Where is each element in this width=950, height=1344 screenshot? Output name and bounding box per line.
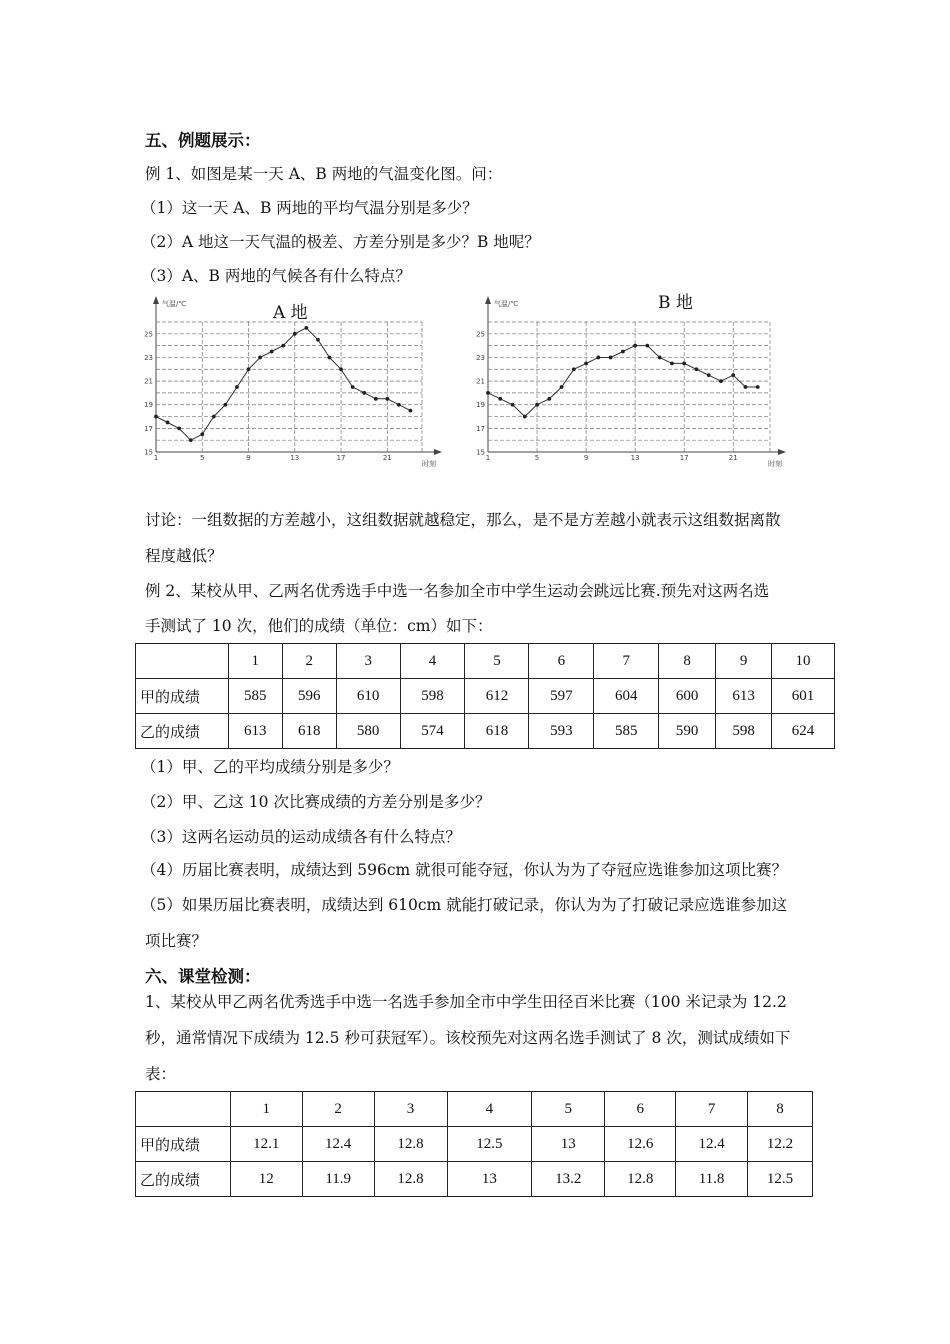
- data-point: [511, 403, 515, 407]
- table-cell: 618: [282, 714, 336, 749]
- table-cell: 12.1: [230, 1127, 302, 1162]
- check-question-1-line-2: 秒，通常情况下成绩为 12.5 秒可获冠军）。该校预先对这两名选手测试了 8 次，测试成绩如下: [145, 1029, 791, 1047]
- table-cell: 618: [465, 714, 529, 749]
- data-point: [247, 367, 251, 371]
- y-axis-arrow-icon: [485, 296, 491, 304]
- x-axis-label: 时刻: [768, 460, 782, 468]
- x-tick-label: 5: [534, 454, 540, 462]
- y-axis-arrow-icon: [153, 296, 159, 304]
- table-cell: 8: [659, 644, 716, 679]
- data-point: [486, 391, 490, 395]
- table-cell: 585: [228, 679, 282, 714]
- data-point: [270, 350, 274, 354]
- y-tick-label: 23: [476, 353, 485, 362]
- table-cell: 13: [532, 1127, 605, 1162]
- x-axis-arrow-icon: [778, 449, 786, 455]
- example2-question-4: （4）历届比赛表明，成绩达到 596cm 就很可能夺冠，你认为为了夺冠应选谁参加这项比赛？: [141, 861, 788, 879]
- table-cell: 11.8: [676, 1162, 748, 1197]
- table-cell: 3: [374, 1092, 447, 1127]
- table-cell: 5: [532, 1092, 605, 1127]
- table-cell: 9: [716, 644, 772, 679]
- data-point: [316, 338, 320, 342]
- y-tick-label: 25: [476, 330, 485, 339]
- table-cell: 1: [230, 1092, 302, 1127]
- data-point: [328, 356, 332, 360]
- y-tick-label: 17: [476, 424, 485, 433]
- data-point: [609, 356, 613, 360]
- table-cell: 600: [659, 679, 716, 714]
- y-tick-label: 21: [144, 377, 153, 386]
- example1-question-2: （2）A 地这一天气温的极差、方差分别是多少？B 地呢？: [141, 233, 540, 251]
- x-tick-label: 13: [290, 454, 300, 462]
- table-row: [136, 1127, 813, 1162]
- example1-intro: 例 1、如图是某一天 A、B 两地的气温变化图。问：: [145, 165, 503, 183]
- y-tick-label: 19: [144, 401, 153, 410]
- example2-question-3: （3）这两名运动员的运动成绩各有什么特点？: [141, 828, 461, 846]
- table-cell: 2: [282, 644, 336, 679]
- data-point: [166, 421, 170, 425]
- table-cell: 12: [230, 1162, 302, 1197]
- table-cell: 12.8: [374, 1162, 447, 1197]
- y-tick-label: 15: [144, 448, 153, 457]
- row-label: 乙的成绩: [136, 714, 229, 749]
- x-tick-label: 1: [153, 454, 159, 462]
- y-axis-label: 气温/℃: [162, 300, 187, 308]
- data-point: [258, 356, 262, 360]
- grid: [156, 322, 422, 452]
- data-point: [339, 367, 343, 371]
- discussion-line-1: 讨论：一组数据的方差越小，这组数据就越稳定，那么，是不是方差越小就表示这组数据离散: [145, 511, 781, 529]
- example1-question-3: （3）A、B 两地的气候各有什么特点？: [141, 267, 411, 285]
- data-point: [658, 356, 662, 360]
- x-tick-label: 21: [382, 454, 392, 462]
- example2-intro-line-2: 手测试了 10 次，他们的成绩（单位：cm）如下：: [145, 617, 493, 635]
- data-point: [621, 350, 625, 354]
- data-point: [397, 403, 401, 407]
- example1-question-1: （1）这一天 A、B 两地的平均气温分别是多少？: [141, 199, 478, 217]
- table-cell: 612: [465, 679, 529, 714]
- data-point: [584, 361, 588, 365]
- x-tick-label: 9: [583, 454, 589, 462]
- y-tick-label: 25: [144, 330, 153, 339]
- x-axis-label: 时刻: [422, 460, 436, 468]
- table-cell: 7: [594, 644, 659, 679]
- check-question-1-line-3: 表：: [145, 1065, 177, 1083]
- table-cell: [136, 644, 229, 679]
- section6-title: 六、课堂检测：: [145, 967, 261, 986]
- table-cell: 590: [659, 714, 716, 749]
- data-point: [409, 409, 413, 413]
- table-cell: [136, 1092, 231, 1127]
- data-point: [756, 385, 760, 389]
- table-cell: 12.8: [605, 1162, 676, 1197]
- data-point: [719, 379, 723, 383]
- table-cell: 4: [400, 644, 465, 679]
- data-point: [695, 367, 699, 371]
- table-cell: 624: [772, 714, 835, 749]
- y-tick-label: 17: [144, 424, 153, 433]
- y-tick-label: 19: [476, 401, 485, 410]
- data-point: [189, 438, 193, 442]
- data-point: [212, 415, 216, 419]
- chart-b: [472, 292, 797, 472]
- table-cell: 6: [529, 644, 594, 679]
- table-cell: 596: [282, 679, 336, 714]
- data-point: [560, 385, 564, 389]
- grid: [488, 322, 770, 452]
- data-point: [731, 373, 735, 377]
- data-point: [523, 415, 527, 419]
- long-jump-table: [135, 643, 835, 749]
- table-cell: 4: [447, 1092, 532, 1127]
- data-point: [633, 344, 637, 348]
- data-point: [362, 391, 366, 395]
- table-cell: 585: [594, 714, 659, 749]
- data-point: [374, 397, 378, 401]
- table-cell: 12.4: [302, 1127, 374, 1162]
- table-cell: 5: [465, 644, 529, 679]
- table-header-row: [136, 644, 835, 679]
- table-cell: 601: [772, 679, 835, 714]
- table-row: [136, 714, 835, 749]
- example2-question-1: （1）甲、乙的平均成绩分别是多少？: [141, 758, 399, 776]
- table-cell: 3: [336, 644, 400, 679]
- data-point: [154, 415, 158, 419]
- sprint-table: [135, 1091, 813, 1197]
- chart-title: B 地: [658, 293, 693, 313]
- data-point: [670, 361, 674, 365]
- chart-a: [140, 292, 450, 472]
- row-label: 甲的成绩: [136, 679, 229, 714]
- x-tick-label: 9: [246, 454, 251, 462]
- x-axis-arrow-icon: [434, 449, 442, 455]
- table-cell: 597: [529, 679, 594, 714]
- x-tick-label: 13: [630, 454, 640, 462]
- data-point: [177, 426, 181, 430]
- x-tick-label: 5: [200, 454, 205, 462]
- table-cell: 8: [748, 1092, 813, 1127]
- data-point: [645, 344, 649, 348]
- x-tick-label: 21: [728, 454, 738, 462]
- example2-question-2: （2）甲、乙这 10 次比赛成绩的方差分别是多少？: [141, 793, 491, 811]
- table-cell: 2: [302, 1092, 374, 1127]
- data-point: [498, 397, 502, 401]
- data-point: [572, 367, 576, 371]
- table-cell: 11.9: [302, 1162, 374, 1197]
- row-label: 甲的成绩: [136, 1127, 231, 1162]
- y-tick-label: 23: [144, 353, 153, 362]
- table-cell: 13: [447, 1162, 532, 1197]
- data-point: [235, 385, 239, 389]
- data-point: [707, 373, 711, 377]
- table-cell: 12.4: [676, 1127, 748, 1162]
- data-point: [223, 403, 227, 407]
- table-cell: 593: [529, 714, 594, 749]
- data-point: [293, 332, 297, 336]
- table-cell: 12.2: [748, 1127, 813, 1162]
- data-point: [281, 344, 285, 348]
- example2-question-5-line-1: （5）如果历届比赛表明，成绩达到 610cm 就能打破记录，你认为为了打破记录应选谁参加这: [141, 896, 788, 914]
- y-tick-label: 21: [476, 377, 485, 386]
- section5-title: 五、例题展示：: [145, 131, 261, 150]
- x-tick-label: 17: [679, 454, 689, 462]
- table-cell: 610: [336, 679, 400, 714]
- table-cell: 604: [594, 679, 659, 714]
- table-cell: 12.6: [605, 1127, 676, 1162]
- example2-intro-line-1: 例 2、某校从甲、乙两名优秀选手中选一名参加全市中学生运动会跳远比赛.预先对这两名选: [145, 582, 770, 600]
- table-cell: 613: [228, 714, 282, 749]
- table-header-row: [136, 1092, 813, 1127]
- data-point: [200, 432, 204, 436]
- data-point: [744, 385, 748, 389]
- table-row: [136, 679, 835, 714]
- table-cell: 598: [400, 679, 465, 714]
- data-point: [351, 385, 355, 389]
- x-tick-label: 17: [336, 454, 346, 462]
- x-tick-label: 1: [485, 454, 491, 462]
- y-tick-label: 15: [476, 448, 485, 457]
- table-cell: 1: [228, 644, 282, 679]
- table-cell: 10: [772, 644, 835, 679]
- table-cell: 12.5: [748, 1162, 813, 1197]
- table-row: [136, 1162, 813, 1197]
- example2-question-5-line-2: 项比赛？: [145, 932, 208, 950]
- chart-title: A 地: [273, 303, 308, 323]
- table-cell: 6: [605, 1092, 676, 1127]
- table-cell: 574: [400, 714, 465, 749]
- table-cell: 12.8: [374, 1127, 447, 1162]
- table-cell: 613: [716, 679, 772, 714]
- y-axis-label: 气温/℃: [494, 300, 519, 308]
- check-question-1-line-1: 1、某校从甲乙两名优秀选手中选一名选手参加全市中学生田径百米比赛（100 米记录为 12.2: [145, 993, 787, 1011]
- table-cell: 580: [336, 714, 400, 749]
- discussion-line-2: 程度越低？: [145, 547, 223, 565]
- data-point: [535, 403, 539, 407]
- data-point: [304, 326, 308, 330]
- table-cell: 7: [676, 1092, 748, 1127]
- table-cell: 598: [716, 714, 772, 749]
- data-point: [682, 361, 686, 365]
- table-cell: 12.5: [447, 1127, 532, 1162]
- table-cell: 13.2: [532, 1162, 605, 1197]
- data-point: [385, 397, 389, 401]
- data-point: [547, 397, 551, 401]
- data-point: [596, 356, 600, 360]
- row-label: 乙的成绩: [136, 1162, 231, 1197]
